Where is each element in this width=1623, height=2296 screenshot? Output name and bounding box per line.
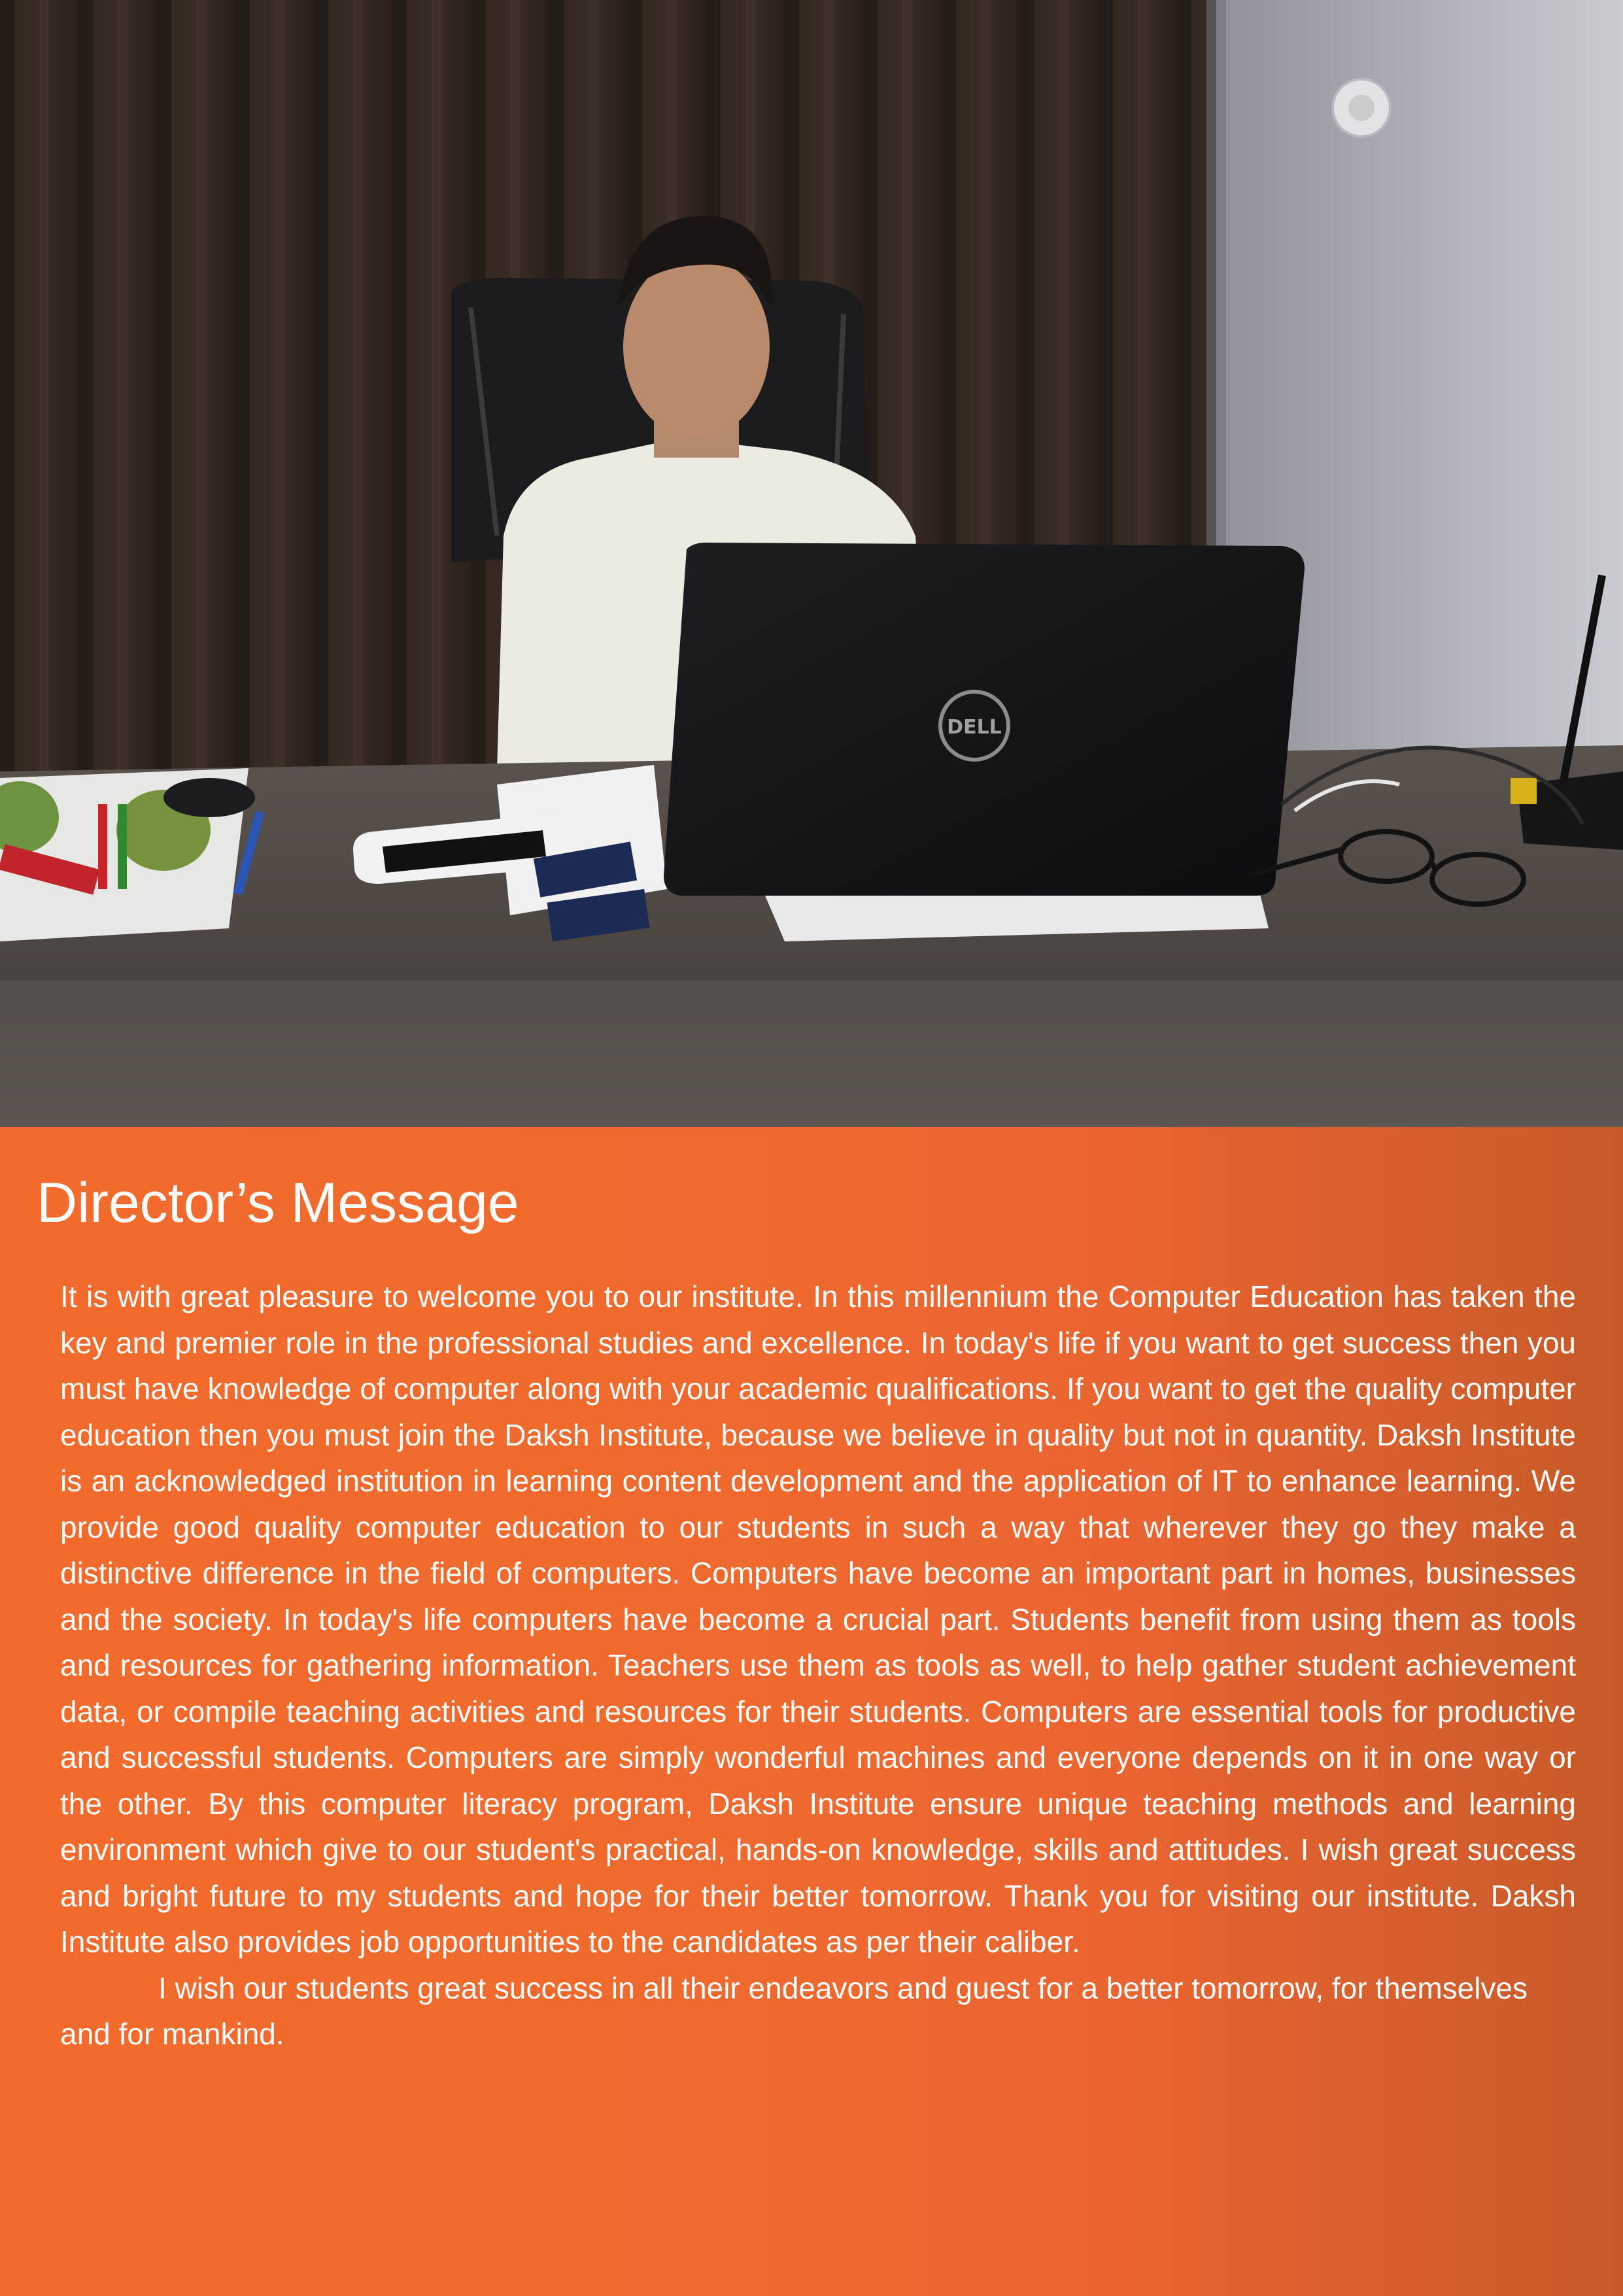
director-photo <box>0 0 1623 1127</box>
director-photo-illustration <box>0 0 1623 1127</box>
message-paragraph: It is with great pleasure to welcome you to our institute. In this millennium the Computer Education has taken the key and premier role in the professional studies and excellence. In today's life if you want to get success then you must have knowledge of computer along with your academic qualifications. If you want to get the quality computer education then you must join the Daksh Institute, because we believe in quality but not in quantity. Daksh Institute is an acknowledged institution in learning content development and the application of IT to enhance learning. We provide good quality computer education to our students in such a way that wherever they go they make a distinctive difference in the field of computers. Computers have become an important part in homes, businesses and the society. In today's life computers have become a crucial part. Students benefit from using them as tools and resources for gathering information. Teachers use them as tools as well, to help gather student achievement data, or compile teaching activities and resources for their students. Computers are essential tools for productive and successful students. Computers are simply wonderful machines and everyone depends on it in one way or the other. By this computer literacy program, Daksh Institute ensure unique teaching methods and learning environment which give to our student's practical, hands-on knowledge, skills and attitudes. I wish great success and bright future to my students and hope for their better tomorrow. Thank you for visiting our institute. Daksh Institute also provides job opportunities to the candidates as per their caliber. <box>60 1279 1576 1959</box>
message-closing-paragraph: I wish our students great success in all their endeavors and guest for a better tomorrow, for themselves and for mankind. <box>60 1970 1528 2051</box>
message-body <box>60 1274 1576 2057</box>
laptop-brand-text: DELL <box>947 716 1002 739</box>
person-face-shape <box>623 255 770 438</box>
director-message-panel <box>0 1127 1623 2296</box>
page-title: Director’s Message <box>37 1172 519 1234</box>
